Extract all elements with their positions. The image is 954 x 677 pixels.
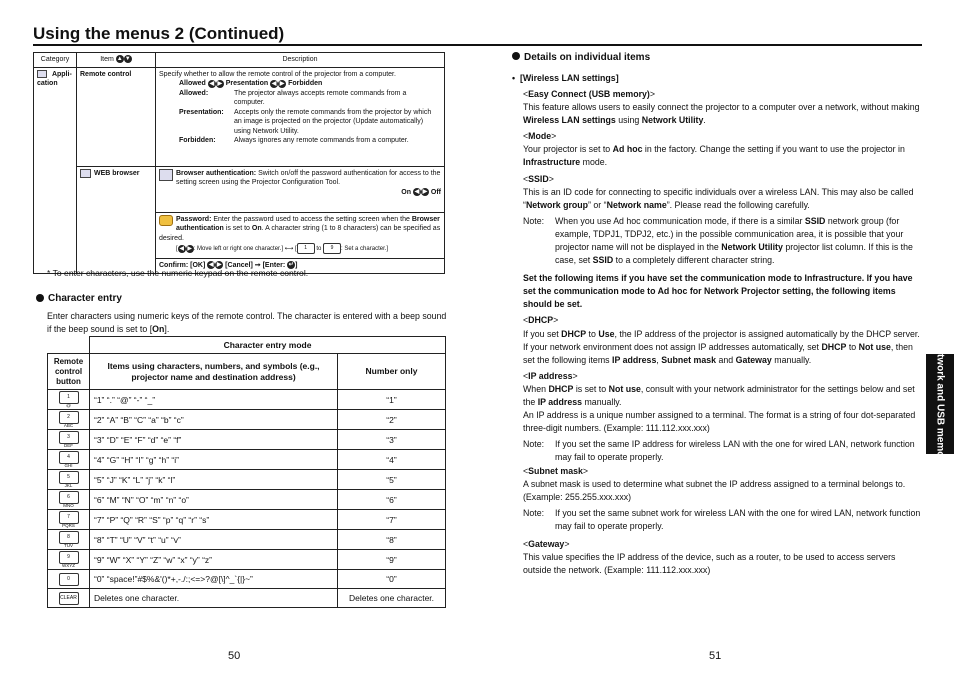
on-off-options: On ◀ ▶ Off (401, 188, 441, 196)
right-arrow-icon: ▶ (187, 245, 192, 252)
character-entry-table (47, 336, 446, 608)
key-9-icon: 9 (323, 243, 341, 254)
character-entry-intro: Enter characters using numeric keys of the remote control. The character is entered with a beep sound if the beep sound is set to [On]. (47, 311, 447, 335)
row-number: “3” (338, 430, 446, 450)
numeric-keypad-note: * To enter characters, use the numeric keypad on the remote control. (47, 268, 309, 278)
remote-desc-cell (156, 68, 445, 167)
category-cell (34, 68, 77, 274)
table-row (48, 470, 446, 490)
remote-key-icon: 5 (59, 471, 79, 484)
forbidden-def: Forbidden: Always ignores any remote commands from a computer. (179, 137, 409, 145)
col-button: Remote control button (48, 354, 90, 390)
row-number: “4” (338, 450, 446, 470)
remote-key-icon: 3 (59, 431, 79, 444)
key-1-icon: 1 (297, 243, 315, 254)
remote-key-icon: 2 (59, 411, 79, 424)
bullet-icon (36, 294, 44, 302)
remote-key-icon: 9 (59, 551, 79, 564)
character-entry-heading: Character entry (36, 293, 122, 304)
table-row (48, 570, 446, 589)
row-characters: “1” “.” “@” “-” “_” (90, 390, 338, 410)
side-tab: Network and USB memory (926, 354, 954, 454)
row-number: “7” (338, 510, 446, 530)
left-arrow-icon: ◀ (271, 80, 277, 87)
key-letters: @ (66, 403, 71, 408)
table-row (48, 410, 446, 430)
row-characters: “0” “space!”#$%&'()*+,-./:;<=>?@[\]^_`{|}~” (90, 570, 338, 589)
key-letters: MNO (63, 503, 74, 508)
mode-head: <Mode> Your projector is set to Ad hoc in the factory. Change the setting if you want to use the projector in Infrastructure mode. (523, 131, 905, 168)
allowed-def: Allowed: The projector always accepts remote commands from a computer. (179, 89, 407, 107)
right-arrow-icon: ▶ (422, 189, 428, 196)
ssid-head: <SSID> This is an ID code for connecting to specific individuals over a wireless LAN. This may also be called “Network group” or “Network name”. Please read the following carefully. (523, 173, 914, 210)
easy-connect-head: <Easy Connect (USB memory)> This feature allows users to easily connect the projector to a computer over a network, without making Wireless LAN settings using Network Utility. (523, 88, 920, 126)
remote-desc: Specify whether to allow the remote control of the projector from a computer. (159, 71, 396, 78)
col-item: Item ▲ ▼ (77, 53, 156, 68)
page-number-right: 51 (709, 650, 722, 662)
table-row (48, 390, 446, 410)
key-letters: PQRS (62, 523, 75, 528)
remote-key-icon: CLEAR (59, 592, 79, 605)
confirm-block: Confirm: [OK] ◀ ▶ [Cancel] ➞ [Enter: ↵] (159, 262, 298, 269)
down-arrow-icon: ▼ (124, 56, 131, 63)
row-number: “0” (338, 570, 446, 589)
row-number: “8” (338, 530, 446, 550)
row-characters: Deletes one character. (90, 589, 338, 608)
page-number-left: 50 (228, 650, 241, 662)
row-number: “9” (338, 550, 446, 570)
col-items: Items using characters, numbers, and symbols (e.g., projector name and destination address) (90, 354, 338, 390)
menu-table (33, 52, 445, 274)
table-row (48, 490, 446, 510)
browser-auth-block: Browser authentication: Switch on/off the password authentication for access to the setting screen using the Projector Configuration Tool. On ◀ ▶ Off (156, 167, 444, 213)
row-number: “6” (338, 490, 446, 510)
ssid-note: Note: When you use Ad hoc communication mode, if there is a similar SSID network group (for example, TDPJ1, TDPJ2, etc.) in the possible communication area, it is possible that your projector name will not be displayed in the Network Utility projector list column. If this is the case, set SSID to a completely different character string. (523, 215, 913, 266)
password-block: Password: Enter the password used to access the setting screen when the Browser authentication is set to On. A character string (1 to 8 characters) can be specified as desired. [ ◀ ▶ : Move left or right one character.] ⟷ [ 1 to 9 : Set a character.] (156, 213, 444, 259)
infrastructure-instructions: Set the following items if you have set the communication mode to Infrastructure. If you have set the communication mode to Ad hoc for Network Projector setting, the following items should be set. (523, 273, 913, 310)
left-arrow-icon: ◀ (179, 245, 184, 252)
left-arrow-icon: ◀ (414, 189, 420, 196)
remote-key-icon: 8 (59, 531, 79, 544)
col-description: Description (156, 53, 445, 68)
key-letters: WXYZ (62, 563, 75, 568)
table-row (48, 450, 446, 470)
gateway-head: <Gateway> This value specifies the IP address of the device, such as a router, to be used to access servers outside the network. (Example: 111.112.xxx.xxx) (523, 538, 896, 576)
table-row (48, 589, 446, 608)
row-characters: “8” “T” “U” “V” “t” “u” “v” (90, 530, 338, 550)
category-name: Appli- cation (37, 71, 72, 88)
key-letters: TUV (64, 543, 73, 548)
right-arrow-icon: ▶ (216, 262, 222, 269)
row-characters: “9” “W” “X” “Y” “Z” “w” “x” “y” “z” (90, 550, 338, 570)
table-row (48, 510, 446, 530)
left-right-arrow-icon: ⟷ (284, 246, 294, 253)
web-item: WEB browser (77, 167, 156, 274)
ip-note: Note: If you set the same IP address for wireless LAN with the one for wired LAN, network function may fail to operate properly. (523, 439, 915, 463)
remote-key-icon: 0 (59, 573, 79, 586)
application-icon (37, 70, 47, 78)
table-row (48, 550, 446, 570)
details-section (512, 51, 922, 580)
right-arrow-icon: ▶ (217, 80, 223, 87)
web-desc-cell (156, 167, 445, 274)
remote-options: Allowed ◀ ▶ Presentation ◀ ▶ Forbidden (179, 80, 323, 88)
details-heading: Details on individual items (512, 51, 922, 66)
row-characters: “6” “M” “N” “O” “m” “n” “o” (90, 490, 338, 510)
arrow-right-icon: ➞ (254, 262, 261, 269)
row-characters: “7” “P” “Q” “R” “S” “p” “q” “r” “s” (90, 510, 338, 530)
page-title: Using the menus 2 (Continued) (33, 24, 285, 43)
browser-icon (80, 169, 91, 178)
col-category: Category (34, 53, 77, 68)
dhcp-head: <DHCP> If you set DHCP to Use, the IP address of the projector is assigned automatically by the DHCP server. If your network environment does not assign IP addresses automatically, set DHCP to Not use, then set the following items IP address, Subnet mask and Gateway manually. (523, 315, 920, 365)
key-letters: GHI (64, 463, 73, 468)
right-arrow-icon: ▶ (279, 80, 285, 87)
enter-icon: ↵ (288, 262, 294, 269)
up-arrow-icon: ▲ (116, 56, 123, 63)
title-rule (33, 44, 922, 46)
remote-key-icon: 4 (59, 451, 79, 464)
bullet-icon (512, 52, 520, 60)
col-number: Number only (338, 354, 446, 390)
remote-item: Remote control (77, 68, 156, 167)
lock-icon (159, 169, 173, 181)
remote-key-icon: 1 (59, 391, 79, 404)
table-row (48, 530, 446, 550)
left-arrow-icon: ◀ (208, 262, 214, 269)
table-title: Character entry mode (90, 337, 446, 354)
remote-key-icon: 7 (59, 511, 79, 524)
key-letters: ABC (63, 423, 74, 428)
password-hint: [ ◀ ▶ : Move left or right one character.] ⟷ [ 1 to 9 : Set a character.] (176, 245, 389, 253)
remote-key-icon: 6 (59, 491, 79, 504)
row-number: Deletes one character. (338, 589, 446, 608)
row-number: “5” (338, 470, 446, 490)
presentation-def: Presentation: Accepts only the remote commands from the projector by which an image is projected on the projector (Update automatically) using Network Utility. (179, 108, 432, 135)
key-letters: DEF (64, 443, 73, 448)
row-number: “2” (338, 410, 446, 430)
key-letters: JKL (64, 483, 73, 488)
row-number: “1” (338, 390, 446, 410)
keyboard-icon (159, 215, 173, 226)
row-characters: “4” “G” “H” “I” “g” “h” “i” (90, 450, 338, 470)
row-characters: “2” “A” “B” “C” “a” “b” “c” (90, 410, 338, 430)
left-arrow-icon: ◀ (209, 80, 215, 87)
wireless-lan-heading: • [Wireless LAN settings] (512, 72, 619, 83)
row-characters: “3” “D” “E” “F” “d” “e” “f” (90, 430, 338, 450)
table-row (48, 430, 446, 450)
subnet-head: <Subnet mask> A subnet mask is used to determine what subnet the IP address assigned to a terminal belongs to. (Example: 255.255.xxx.xxx) (523, 465, 906, 502)
row-characters: “5” “J” “K” “L” “j” “k” “l” (90, 470, 338, 490)
ip-address-head: <IP address> When DHCP is set to Not use, consult with your network administrator for the settings below and set the IP address manually. An IP address is a unique number assigned to a terminal. The format is a string of four dot-separated three-digit numbers. (Example: 111.112.xxx.xxx) (523, 370, 916, 434)
subnet-note: Note: If you set the same subnet work for wireless LAN with the one for wired LAN, network function may fail to operate properly. (523, 507, 921, 531)
